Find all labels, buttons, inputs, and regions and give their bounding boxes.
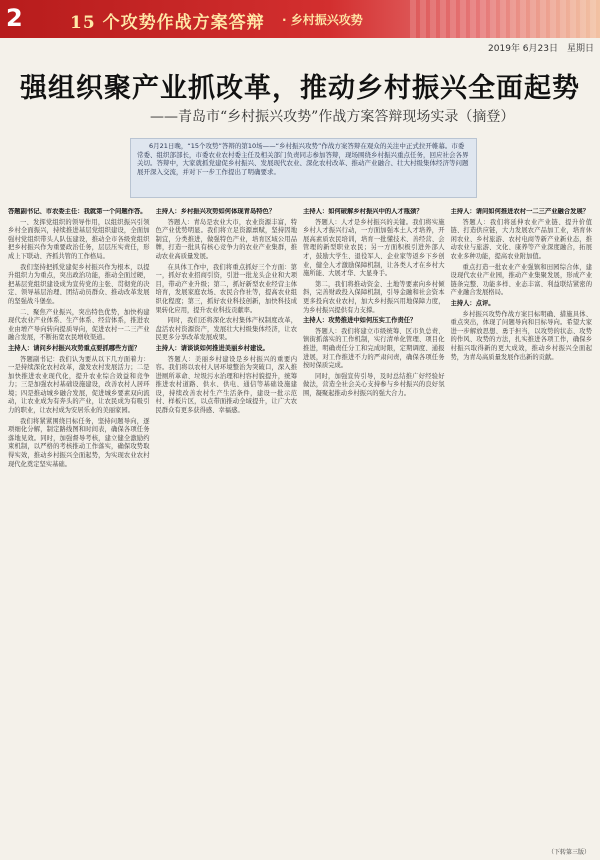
qa-heading: 答题副书记、市农委主任：我就第一个问题作答。	[8, 208, 147, 215]
article-column	[156, 208, 298, 853]
qa-heading: 主持人：如何破解乡村振兴中的人才瓶颈？	[303, 208, 423, 215]
intro-text: 6月21日晚，“15个攻势”答辩的第10场——“乡村振兴攻势”作战方案答辩在观众的关注中正式拉开帷幕。市委常委、组织部部长，市委农业农村委主任及相关部门负责同志参加答辩，现场围绕乡村振兴重点任务，回应社会各界关切。答辩中，大家就抓党建促乡村振兴、发展现代农业、深化农村改革、推动产业融合、壮大村级集体经济等问题展开深入交流，并对下一步工作提出了明确要求。	[137, 142, 469, 176]
article-paragraph: 第二，我们将推动资金、土地等要素向乡村倾斜，完善财政投入保障机制，引导金融和社会资本更多投向农业农村，加大乡村振兴用地保障力度，为乡村振兴提供有力支撑。	[303, 280, 445, 314]
article-paragraph: 同时，加强宣传引导，及时总结推广好经验好做法，营造全社会关心支持参与乡村振兴的良好氛围，凝聚起推动乡村振兴的强大合力。	[303, 372, 445, 397]
article-paragraph: 我们将紧紧围绕目标任务，坚持问题导向，逐项细化分解，制定路线图和时间表，确保各项任务落地见效。同时，加强督导考核，建立健全激励约束机制，以严格的考核推动工作落实，确保攻势取得实效，推动乡村振兴全面起势，为实现农业农村现代化奠定坚实基础。	[8, 417, 150, 468]
article-paragraph: 答题人：美丽乡村建设是乡村振兴的重要内容。我们将以农村人居环境整治为突破口，深入推进厕所革命、垃圾污水治理和村容村貌提升，统筹推进农村道路、供水、供电、通信等基础设施建设，持续改善农村生产生活条件，建设一批示范村、样板片区，以点带面推动全域提升，让广大农民群众有更多获得感、幸福感。	[155, 355, 297, 415]
article-paragraph: 在具体工作中，我们将重点抓好三个方面：第一，抓好农业招商引资，引进一批龙头企业和大项目，带动产业升级；第二，抓好新型农业经营主体培育，发展家庭农场、农民合作社等，提高农业组织化程度；第三，抓好农业科技创新，加快科技成果转化应用，提升农业科技贡献率。	[155, 263, 297, 314]
article-paragraph: 重点打造一批农业产业强镇和田园综合体，建设现代农业产业园，推动产业集聚发展，形成产业链条完整、功能多样、业态丰富、利益联结紧密的产业融合发展格局。	[450, 263, 592, 297]
article-paragraph: 我们坚持把抓党建促乡村振兴作为根本，以提升组织力为重点，突出政治功能，推动全面过硬，把基层党组织建设成为宣传党的主张、贯彻党的决定、领导基层治理、团结动员群众、推动改革发展的坚强战斗堡垒。	[8, 263, 150, 305]
article-paragraph: 答题副书记：我们认为要从以下几方面着力：一是持续深化农村改革，激发农村发展活力；二是加快推进农业现代化，提升农业综合效益和竞争力；三是加强农村基础设施建设，改善农村人居环境；四是推动城乡融合发展，促进城乡要素双向流动，让农业成为有奔头的产业，让农民成为有吸引力的职业，让农村成为安居乐业的美丽家园。	[8, 355, 150, 415]
page-banner	[0, 0, 600, 38]
issue-date: 2019年 6月23日 星期日	[488, 44, 594, 54]
qa-heading: 主持人：点评。	[450, 299, 495, 307]
article-paragraph: 二、聚焦产业振兴，突出特色优势，加快构建现代农业产业体系、生产体系、经营体系，推进农业由增产导向转向提质导向，促进农村一二三产业融合发展，不断拓宽农民增收渠道。	[8, 308, 150, 342]
article-paragraph: 同时，我们还将深化农村集体产权制度改革，盘活农村资源资产，发展壮大村级集体经济，让农民更多分享改革发展成果。	[155, 317, 297, 342]
qa-heading: 主持人：攻势推进中如何压实工作责任？	[303, 317, 417, 325]
continuation-note: （下转第三版）	[547, 849, 590, 856]
banner-skyline-image	[410, 0, 600, 38]
article-paragraph: 乡村振兴攻势作战方案目标明确、措施具体、重点突出，体现了问题导向和目标导向。希望大家进一步解放思想、勇于担当，以攻势的状态、攻势的作风、攻势的方法，扎实推进各项工作，确保乡村振兴取得新的更大成效，推动乡村振兴全面起势，为青岛高质量发展作出新的贡献。	[450, 310, 592, 361]
page-number: 2	[6, 4, 23, 32]
headline: 强组织聚产业抓改革，推动乡村振兴全面起势	[20, 73, 580, 104]
section-subtitle: · 乡村振兴攻势	[282, 13, 363, 27]
qa-heading: 主持人：请谈谈如何推进美丽乡村建设。	[155, 344, 269, 352]
article-column	[8, 208, 150, 853]
article-column	[303, 208, 445, 853]
article-paragraph: 一、发挥党组织的领导作用，以组织振兴引领乡村全面振兴，持续推进基层党组织建设，全面加强村党组织带头人队伍建设，推动全市各级党组织把乡村振兴作为重要政治任务，层层压实责任，形成上下联动、齐抓共管的工作格局。	[8, 218, 150, 260]
article-paragraph: 答题人：人才是乡村振兴的关键。我们将实施乡村人才振兴行动，一方面加强本土人才培养，开展高素质农民培训，培育一批懂技术、善经营、会管理的新型职业农民；另一方面积极引进外部人才，鼓励大学生、退役军人、企业家等返乡下乡创业，健全人才激励保障机制，让各类人才在乡村大施所能、大展才华、大显身手。	[303, 218, 445, 278]
intro-box	[130, 138, 477, 198]
qa-heading: 主持人：请问乡村振兴攻势重点要抓哪些方面？	[8, 344, 141, 352]
qa-heading: 主持人：请问如何推进农村一二三产业融合发展？	[450, 208, 590, 215]
headline-subtitle: ——青岛市“乡村振兴攻势”作战方案答辩现场实录（摘登）	[150, 109, 515, 125]
article-paragraph: 答题人：青岛是农业大市，农业资源丰富，特色产业优势明显。我们将立足资源禀赋，坚持因地制宜，分类推进，做强特色产业，培育区域公用品牌，打造一批具有核心竞争力的农业产业集群，推动农业高质量发展。	[155, 218, 297, 260]
article-body	[8, 208, 592, 853]
section-title: 15 个攻势作战方案答辩	[70, 13, 265, 33]
article-column	[451, 208, 593, 853]
qa-heading: 主持人：乡村振兴攻势如何体现青岛特色？	[155, 208, 276, 215]
article-paragraph: 答题人：我们将延伸农业产业链、提升价值链、打造供应链，大力发展农产品加工业，培育休闲农业、乡村旅游、农村电商等新产业新业态，推动农业与旅游、文化、康养等产业深度融合，拓展农业多种功能，提高农业附加值。	[450, 218, 592, 260]
article-paragraph: 答题人：我们将建立市级统筹、区市负总责、镇街抓落实的工作机制，实行清单化管理、项目化推进，明确责任分工和完成时限，定期调度、通报进展，对工作推进不力的严肃问责，确保各项任务按时保质完成。	[303, 327, 445, 370]
